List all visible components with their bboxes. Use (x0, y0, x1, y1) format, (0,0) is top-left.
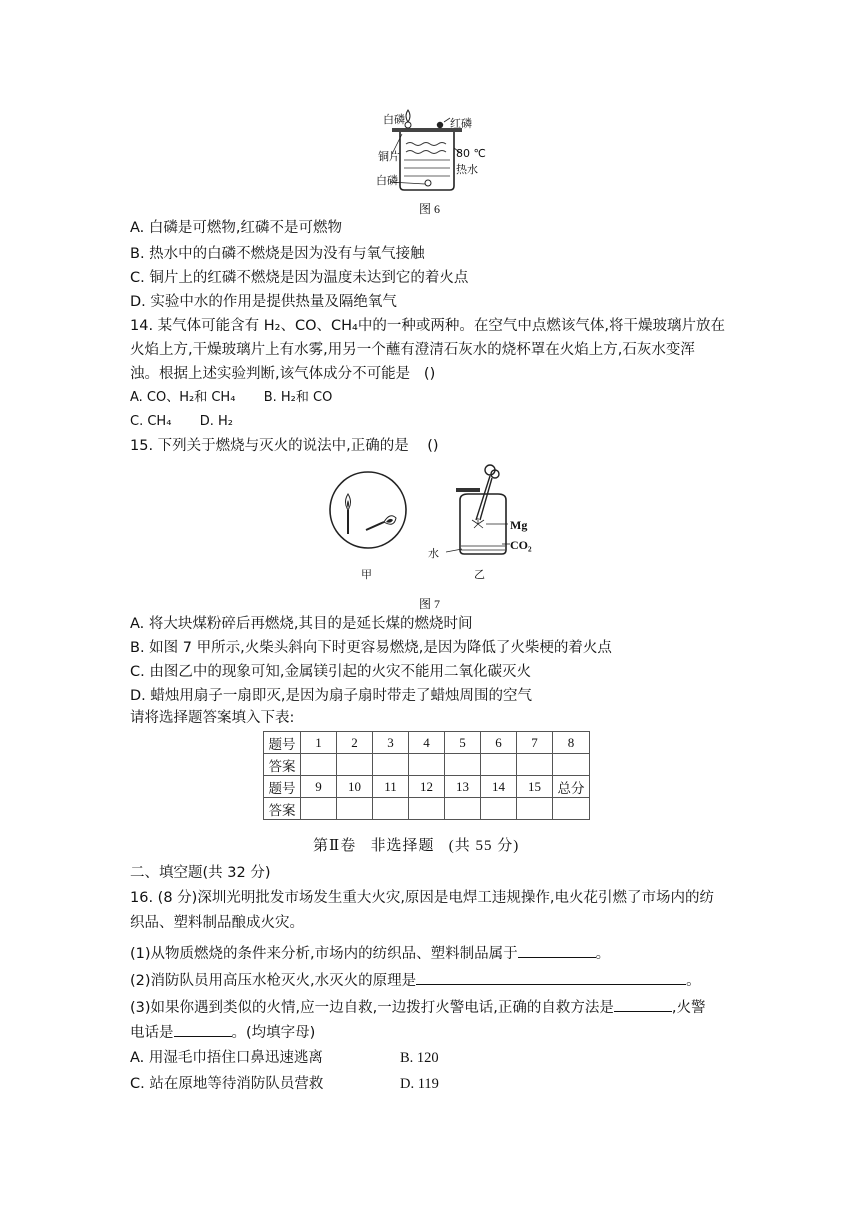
q16-option-d: D. 119 (400, 1076, 439, 1092)
table-cell: 2 (337, 732, 373, 754)
figure-7-label-co2: CO₂ (510, 538, 532, 552)
section-2-title: 第Ⅱ卷 非选择题 (共 55 分) (313, 838, 520, 854)
table-header-total-score: 总分 (553, 776, 590, 798)
answer-cell[interactable] (373, 798, 409, 820)
q16-option-c: C. 站在原地等待消防队员营救 (130, 1076, 324, 1092)
figure-7-label-jia: 甲 (361, 568, 372, 581)
answer-cell[interactable] (337, 754, 373, 776)
table-cell: 1 (301, 732, 337, 754)
q13-option-c: C. 铜片上的红磷不燃烧是因为温度未达到它的着火点 (130, 270, 469, 286)
figure-6-caption: 图 6 (419, 202, 441, 216)
figure-7-label-water: 水 (428, 547, 439, 560)
answer-cell[interactable] (373, 754, 409, 776)
answer-table-row-numbers-1 (264, 732, 590, 754)
table-cell: 12 (409, 776, 445, 798)
q16-part-3-end: 。(均填字母) (231, 1025, 316, 1041)
q16-option-b: B. 120 (400, 1050, 439, 1066)
q16-part-1-text: (1)从物质燃烧的条件来分析,市场内的纺织品、塑料制品属于 (130, 946, 518, 962)
q16-part-1 (130, 943, 610, 964)
table-cell: 7 (517, 732, 553, 754)
q13-option-a: A. 白磷是可燃物,红磷不是可燃物 (130, 220, 342, 236)
table-cell: 8 (553, 732, 590, 754)
label-hot-water: 热水 (456, 163, 478, 176)
answer-table-row-answers-1 (264, 754, 590, 776)
table-cell: 5 (445, 732, 481, 754)
q14-option-a: A. CO、H₂和 CH₄ (130, 390, 236, 405)
q15-stem: 15. 下列关于燃烧与灭火的说法中,正确的是 () (130, 438, 439, 454)
q16-part-2-end: 。 (686, 973, 701, 989)
total-score-cell[interactable] (553, 798, 590, 820)
q15-option-d: D. 蜡烛用扇子一扇即灭,是因为扇子扇时带走了蜡烛周围的空气 (130, 688, 532, 704)
table-header-question-number: 题号 (264, 776, 301, 798)
table-cell: 3 (373, 732, 409, 754)
label-copper-plate: 铜片 (378, 150, 400, 163)
q16-part-3-text: (3)如果你遇到类似的火情,应一边自救,一边拨打火警电话,正确的自救方法是 (130, 1000, 614, 1016)
answer-cell[interactable] (301, 754, 337, 776)
q16-stem-line-2: 织品、塑料制品酿成火灾。 (130, 915, 304, 931)
q15-option-c: C. 由图乙中的现象可知,金属镁引起的火灾不能用二氧化碳灭火 (130, 664, 531, 680)
label-white-phosphorus-bottom: 白磷 (376, 174, 398, 187)
answer-cell[interactable] (553, 754, 590, 776)
figure-7-caption: 图 7 (419, 597, 441, 611)
table-cell: 10 (337, 776, 373, 798)
q16-options-row-1 (130, 1048, 439, 1068)
table-cell: 14 (481, 776, 517, 798)
table-cell: 4 (409, 732, 445, 754)
q16-option-a: A. 用湿毛巾捂住口鼻迅速逃离 (130, 1050, 323, 1066)
q16-options-row-2 (130, 1074, 439, 1094)
answer-cell[interactable] (445, 798, 481, 820)
figure-7-label-yi: 乙 (474, 568, 485, 581)
q16-part-2-text: (2)消防队员用高压水枪灭火,水灭火的原理是 (130, 973, 417, 989)
answer-cell[interactable] (301, 798, 337, 820)
q16-part-3-after-blank: ,火警 (671, 1000, 706, 1016)
label-white-phosphorus-top: 白磷 (383, 113, 405, 126)
q13-option-d: D. 实验中水的作用是提供热量及隔绝氧气 (130, 294, 397, 310)
table-header-question-number: 题号 (264, 732, 301, 754)
q16-part-3-line-1 (130, 997, 705, 1018)
table-cell: 13 (445, 776, 481, 798)
q16-part-1-end: 。 (595, 946, 611, 962)
answer-cell[interactable] (481, 754, 517, 776)
answer-cell[interactable] (445, 754, 481, 776)
answer-table-row-answers-2 (264, 798, 590, 820)
section-2-heading: 二、填空题(共 32 分) (130, 865, 271, 881)
answer-cell[interactable] (517, 754, 553, 776)
q16-part-3-self-rescue-blank[interactable] (614, 997, 672, 1012)
answer-cell[interactable] (481, 798, 517, 820)
figure-7-label-mg: Mg (510, 518, 528, 532)
figure-7-jia-match-diagram (328, 466, 408, 552)
q16-part-3-phone-blank[interactable] (174, 1022, 232, 1037)
answer-cell[interactable] (517, 798, 553, 820)
table-cell: 9 (301, 776, 337, 798)
q16-part-1-answer-blank[interactable] (518, 943, 596, 958)
q15-option-a: A. 将大块煤粉碎后再燃烧,其目的是延长煤的燃烧时间 (130, 616, 473, 632)
q16-part-2 (130, 970, 701, 991)
table-cell: 11 (373, 776, 409, 798)
q16-part-3-phone-text: 电话是 (130, 1025, 174, 1041)
answer-cell[interactable] (337, 798, 373, 820)
q13-option-b: B. 热水中的白磷不燃烧是因为没有与氧气接触 (130, 246, 425, 262)
q14-stem-line-1: 14. 某气体可能含有 H₂、CO、CH₄中的一种或两种。在空气中点燃该气体,将干燥玻璃片放在 (130, 318, 725, 334)
answer-cell[interactable] (409, 754, 445, 776)
q14-option-c: C. CH₄ (130, 414, 172, 429)
table-header-answer: 答案 (264, 798, 301, 820)
table-cell: 6 (481, 732, 517, 754)
q14-stem-line-3: 浊。根据上述实验判断,该气体成分不可能是 () (130, 366, 436, 382)
answer-table-intro: 请将选择题答案填入下表: (130, 710, 295, 726)
table-header-answer: 答案 (264, 754, 301, 776)
q14-stem-line-2: 火焰上方,干燥玻璃片上有水雾,用另一个蘸有澄清石灰水的烧杯罩在火焰上方,石灰水变浑 (130, 342, 695, 358)
answer-table (263, 731, 590, 820)
q16-stem-line-1: 16. (8 分)深圳光明批发市场发生重大火灾,原因是电焊工违规操作,电火花引燃了市场内的纺 (130, 890, 715, 906)
answer-cell[interactable] (409, 798, 445, 820)
q14-option-d: D. H₂ (199, 414, 233, 429)
q14-options-row-1 (130, 388, 332, 408)
q16-part-3-line-2 (130, 1022, 315, 1043)
answer-table-row-numbers-2 (264, 776, 590, 798)
q15-option-b: B. 如图 7 甲所示,火柴头斜向下时更容易燃烧,是因为降低了火柴梗的着火点 (130, 640, 612, 656)
q14-option-b: B. H₂和 CO (263, 390, 333, 405)
table-cell: 15 (517, 776, 553, 798)
q16-part-2-answer-blank[interactable] (416, 970, 686, 985)
label-temperature: 80 ℃ (456, 147, 486, 160)
label-red-phosphorus: 红磷 (450, 117, 472, 130)
q14-options-row-2 (130, 412, 233, 432)
